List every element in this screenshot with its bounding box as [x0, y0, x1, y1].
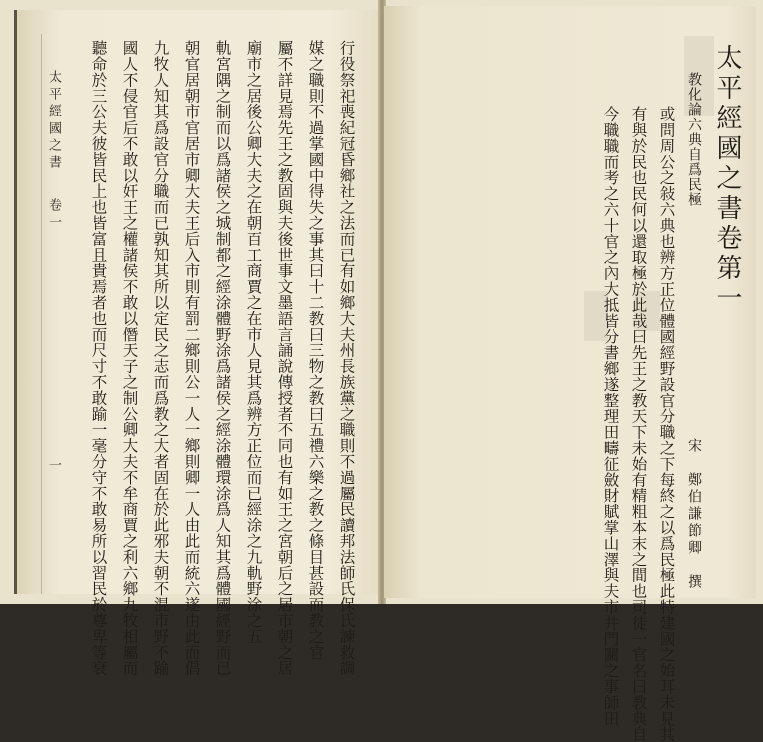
text-column: 或問周公之敍六典也辨方正位體國經野設官分職之下每終之以爲民極此特建國之始耳未見其 [657, 106, 676, 742]
left-page [14, 10, 383, 676]
book-title: 太平經國之書卷第一 [712, 44, 742, 314]
left-margin-rule [41, 34, 42, 594]
right-page [384, 6, 756, 742]
author-line: 宋 鄭伯謙節卿 撰 [686, 438, 702, 591]
juan-label: 卷一 [46, 198, 61, 232]
text-column: 朝官居朝市官居市卿大夫王后入市則有罰二鄉則公一人一鄉則卿一人由此而統六遂由此而倡 [182, 40, 201, 676]
text-column: 今職職而考之六十官之內大抵皆分書鄉遂整理田疇征斂財賦掌山澤與夫市井門關之事師田 [601, 106, 620, 727]
text-column: 國人不侵官后不敢以奸王之權諸侯不敢以僭天子之制公卿大夫不牟商賈之利六鄉九牧相屬而 [120, 40, 139, 676]
running-title: 太平經國之書 [46, 70, 61, 172]
page-number: 一 [46, 458, 61, 475]
text-column: 有與於民也民何以還取極於此哉曰先王之教天下未始有精粗本末之間也司徒一官名曰教典自 [629, 106, 648, 742]
text-column: 軌宮隅之制而以爲諸侯之城制都之經涂體野涂爲諸侯之經涂體環涂爲人知其爲體國經野而已 [213, 40, 232, 676]
text-column: 廟市之居後公卿大夫之在朝百工商賈之在市人見其爲辨方正位而已經涂之九軌野涂之五 [244, 40, 263, 645]
text-column: 九牧人知其爲設官分職而已孰知其所以定民之志而爲教之大者固在於此邪夫朝不混市野不踰 [151, 40, 170, 676]
text-column: 媒之職則不過掌國中得失之事其曰十二教曰三物之教曰五禮六樂之教之條目甚設而教之官 [306, 40, 325, 661]
text-column: 聽命於三公夫彼皆民上也皆富且貴焉者也而尺寸不敢踰一毫分守不敢易所以習民於尊卑等衰 [89, 40, 108, 676]
chapter-subtitle: 教化論六典自爲民極 [686, 72, 702, 207]
text-column: 行役祭祀喪紀冠昏鄉社之法而已有如鄉大夫州長族黨之職則不過屬民讀邦法師氏保氏諫救調 [337, 40, 356, 676]
text-column: 屬不詳見焉先王之教固與夫後世事文墨語言誦說傳授者不同也有如王之宮朝后之居市朝之居 [275, 40, 294, 676]
